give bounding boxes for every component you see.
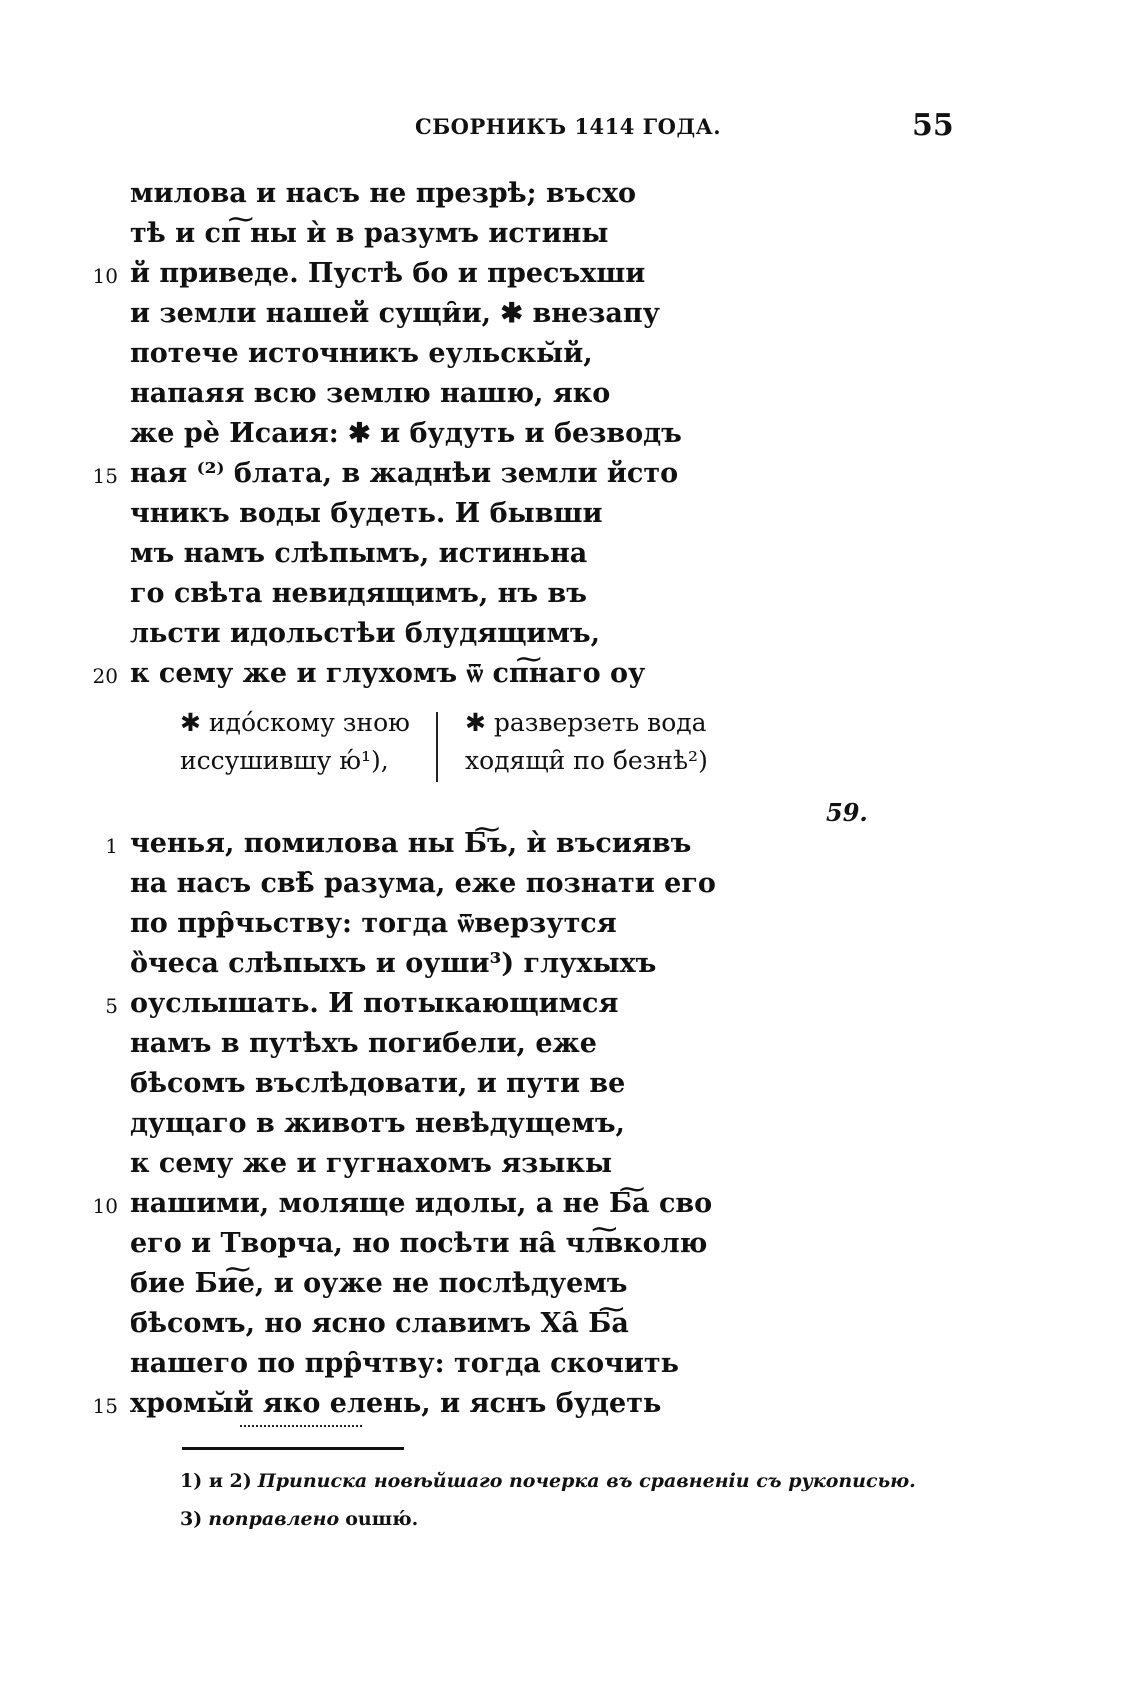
text-line [0, 458, 1140, 498]
text-line [0, 618, 1140, 658]
footnote-rule [182, 1447, 404, 1450]
text-block-2 [0, 828, 1140, 1428]
line-text: бие Би͠е, и оуже не послѣдуемъ [130, 1268, 628, 1299]
line-text: го свѣта невидящимъ, нъ въ [130, 578, 587, 609]
footnote-italic: поправлено [208, 1508, 340, 1530]
line-text: нашего по прр̑чтву: тогда скочить [130, 1348, 679, 1379]
footnote-text: Приписка новѣйшаго почерка въ сравненіи съ рукописью. [257, 1470, 916, 1492]
line-text: его и Творча, но посѣти на̑ чл͠вколю [130, 1228, 708, 1259]
footnote-3 [180, 1508, 916, 1546]
folio-marker: 59. [826, 798, 868, 827]
line-number: 15 [92, 464, 118, 488]
line-text: нашими, моляще идолы, а не Б͠а сво [130, 1188, 713, 1219]
line-text: же рѐ Исаия: ✱ и будуть и безводъ [130, 418, 682, 449]
text-line [0, 578, 1140, 618]
line-number: 10 [92, 1194, 118, 1218]
line-text: тѣ и сп͠ ны ѝ в разумъ истины [130, 218, 609, 249]
line-number: 15 [92, 1394, 118, 1418]
text-line [0, 378, 1140, 418]
line-text: льсти идольстѣи блудящимъ, [130, 618, 601, 649]
text-line [0, 828, 1140, 868]
line-text: напаяя всю землю нашю, яко [130, 378, 611, 409]
line-text: ченья, помилова ны Б͠ъ, ѝ въсиявъ [130, 828, 692, 859]
text-line [0, 1028, 1140, 1068]
text-line [0, 658, 1140, 698]
line-text: дущаго в животъ невѣдущемъ, [130, 1108, 625, 1139]
line-text: мъ намъ слѣпымъ, истиньна [130, 538, 588, 569]
text-line [0, 988, 1140, 1028]
text-line [0, 498, 1140, 538]
line-text: чникъ воды будеть. И бывши [130, 498, 603, 529]
footnotes [180, 1470, 916, 1546]
text-line [0, 1268, 1140, 1308]
line-text: оуслышать. И потыкающимся [130, 988, 619, 1019]
line-text: бѣсомъ, но ясно славимъ Ха̑ Б͠а [130, 1308, 629, 1339]
footnote-1 [180, 1470, 916, 1508]
text-line [0, 1068, 1140, 1108]
text-line [0, 218, 1140, 258]
line-text: и земли нашей сущи̑и, ✱ внезапу [130, 298, 660, 329]
text-line [0, 258, 1140, 298]
marginal-note-right [465, 708, 765, 784]
text-line [0, 1228, 1140, 1268]
line-text: ная ⁽²⁾ блата, в жаднѣи земли йсто [130, 458, 679, 489]
line-text: на насъ свѣ̑ разума, еже познати его [130, 868, 716, 899]
text-line [0, 1188, 1140, 1228]
line-text: к сему же и гугнахомъ языкы [130, 1148, 613, 1179]
line-text: потече источникъ еульскы̆й, [130, 338, 593, 369]
text-line [0, 948, 1140, 988]
marginal-note-line: ✱ разверзеть вода [465, 708, 707, 737]
column-divider [436, 712, 438, 782]
footnote-text: ouшю́. [345, 1508, 419, 1530]
marginal-notes [180, 708, 740, 788]
line-text: к сему же и глухомъ ѿ сп͠наго оу [130, 658, 646, 689]
line-number: 1 [105, 834, 118, 858]
marginal-note-line: ✱ идо́скому зною [180, 708, 410, 737]
line-text: по прр̑чьству: тогда ѿверзутся [130, 908, 617, 939]
footnote-number: 1) и 2) [180, 1470, 252, 1492]
line-text: бѣсомъ въслѣдовати, и пути ве [130, 1068, 626, 1099]
text-line [0, 1388, 1140, 1428]
text-line [0, 298, 1140, 338]
text-line [0, 1348, 1140, 1388]
page-number: 55 [912, 108, 954, 143]
text-line [0, 1308, 1140, 1348]
text-line [0, 868, 1140, 908]
line-text: хромы̆й яко елень, и яснъ будеть [130, 1388, 662, 1419]
line-number: 5 [105, 994, 118, 1018]
text-line [0, 908, 1140, 948]
line-number: 10 [92, 264, 118, 288]
marginal-note-line: иссушившу ю́¹), [180, 746, 389, 775]
line-text: намъ в путѣхъ погибели, еже [130, 1028, 597, 1059]
running-head: СБОРНИКЪ 1414 ГОДА. [415, 114, 722, 139]
line-number: 20 [92, 664, 118, 688]
text-line [0, 418, 1140, 458]
dotted-underline [240, 1425, 362, 1427]
marginal-note-line: ходящи̑ по безнѣ²) [465, 746, 708, 775]
marginal-note-left [180, 708, 425, 784]
text-line [0, 538, 1140, 578]
text-line [0, 1108, 1140, 1148]
line-text: й приведе. Пустѣ бо и пресъхши [130, 258, 646, 289]
text-block-1 [0, 178, 1140, 698]
line-text: ȍчеса слѣпыхъ и оуши³) глухыхъ [130, 948, 657, 979]
footnote-number: 3) [180, 1508, 203, 1530]
text-line [0, 1148, 1140, 1188]
text-line [0, 178, 1140, 218]
text-line [0, 338, 1140, 378]
line-text: милова и насъ не презрѣ; въсхо [130, 178, 637, 209]
